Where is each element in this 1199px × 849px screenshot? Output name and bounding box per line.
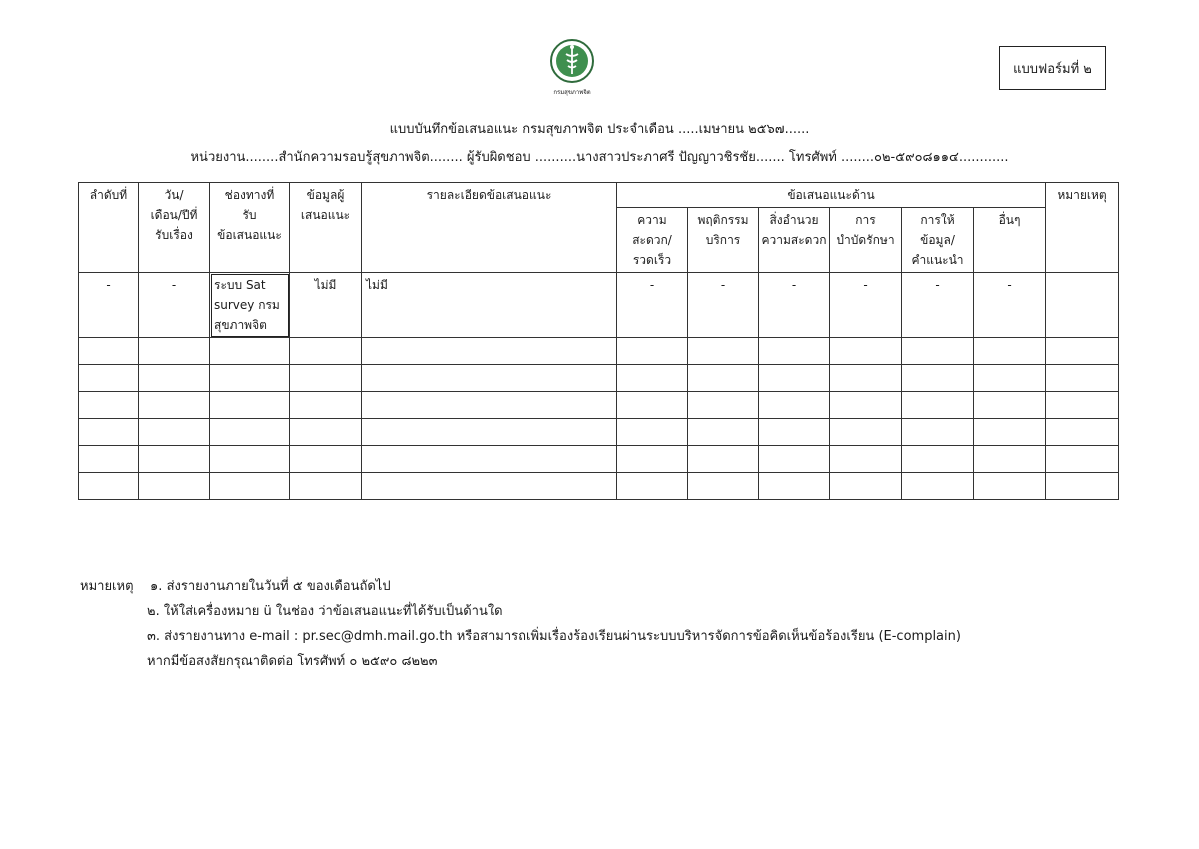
- form-number-box: แบบฟอร์มที่ ๒: [999, 46, 1106, 90]
- cell-aspect-information: -: [902, 273, 974, 338]
- page-subtitle: หน่วยงาน........สำนักความรอบรู้สุขภาพจิต........ ผู้รับผิดชอบ ..........นางสาวประภาศรี ปัญญาวชิรชัย....... โทรศัพท์ ........๐๒-๕๙๐๘๑๑๔............: [190, 150, 1009, 165]
- header-submitter: ข้อมูลผู้ เสนอแนะ: [290, 183, 362, 273]
- page-title: แบบบันทึกข้อเสนอแนะ กรมสุขภาพจิต ประจำเดือน .....เมษายน ๒๕๖๗......: [389, 122, 810, 137]
- header-remark: หมายเหตุ: [1046, 183, 1119, 273]
- header-detail: รายละเอียดข้อเสนอแนะ: [362, 183, 617, 273]
- notes-label: หมายเหตุ: [80, 579, 134, 594]
- department-logo: [548, 38, 596, 96]
- note-item-2: ๒. ให้ใส่เครื่องหมาย ü ในช่อง ว่าข้อเสนอแนะที่ได้รับเป็นด้านใด: [147, 604, 503, 619]
- table-row-empty: [79, 392, 1119, 419]
- header-aspect-convenience: ความ สะดวก/ รวดเร็ว: [617, 208, 688, 273]
- table-row-empty: [79, 473, 1119, 500]
- cell-channel: ระบบ Sat survey กรม สุขภาพจิต: [210, 273, 290, 338]
- cell-aspect-facilities: -: [759, 273, 830, 338]
- note-item-1: ๑. ส่งรายงานภายในวันที่ ๕ ของเดือนถัดไป: [150, 579, 391, 594]
- table-row-empty: [79, 419, 1119, 446]
- logo-caption: กรมสุขภาพจิต: [553, 89, 591, 96]
- header-date: วัน/ เดือน/ปีที่ รับเรื่อง: [139, 183, 210, 273]
- header-aspect-information: การให้ ข้อมูล/ คำแนะนำ: [902, 208, 974, 273]
- cell-date: -: [139, 273, 210, 338]
- cell-remark: [1046, 273, 1119, 338]
- table-row-empty: [79, 338, 1119, 365]
- note-line-1: [80, 574, 961, 599]
- header-aspect-group: ข้อเสนอแนะด้าน: [617, 183, 1046, 208]
- cell-aspect-treatment: -: [830, 273, 902, 338]
- cell-detail: ไม่มี: [362, 273, 617, 338]
- cell-no: -: [79, 273, 139, 338]
- table-row-empty: [79, 446, 1119, 473]
- table-row: [79, 273, 1119, 338]
- table-row-empty: [79, 365, 1119, 392]
- suggestion-table: [78, 182, 1119, 500]
- cell-submitter: ไม่มี: [290, 273, 362, 338]
- note-item-4: หากมีข้อสงสัยกรุณาติดต่อ โทรศัพท์ ๐ ๒๕๙๐ ๘๒๒๓: [147, 654, 438, 669]
- cell-aspect-behavior: -: [688, 273, 759, 338]
- header-aspect-behavior: พฤติกรรม บริการ: [688, 208, 759, 273]
- header-aspect-other: อื่นๆ: [974, 208, 1046, 273]
- department-emblem-icon: [548, 38, 596, 84]
- cell-aspect-other: -: [974, 273, 1046, 338]
- notes-section: [80, 574, 961, 674]
- header-aspect-treatment: การ บำบัดรักษา: [830, 208, 902, 273]
- header-aspect-facilities: สิ่งอำนวย ความสะดวก: [759, 208, 830, 273]
- cell-aspect-convenience: -: [617, 273, 688, 338]
- header-channel: ช่องทางที่ รับ ข้อเสนอแนะ: [210, 183, 290, 273]
- note-item-3: ๓. ส่งรายงานทาง e-mail : pr.sec@dmh.mail.go.th หรือสามารถเพิ่มเรื่องร้องเรียนผ่านระบบบริหารจัดการข้อคิดเห็นข้อร้องเรียน (E-complain): [147, 629, 961, 644]
- table-header-row: [79, 183, 1119, 208]
- header-no: ลำดับที่: [79, 183, 139, 273]
